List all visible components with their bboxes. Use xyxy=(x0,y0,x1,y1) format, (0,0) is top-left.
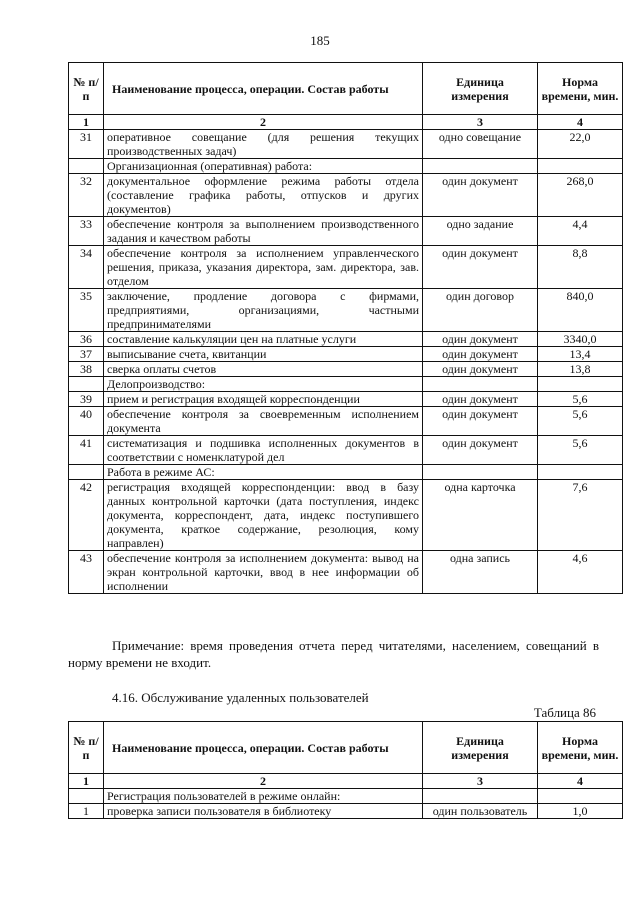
header-norm: Норма времени, мин. xyxy=(538,63,623,115)
table-row xyxy=(69,436,623,465)
empty-cell xyxy=(538,789,623,804)
norm-cell: 7,6 xyxy=(538,480,623,551)
norm-cell: 5,6 xyxy=(538,392,623,407)
col-number: 3 xyxy=(423,774,538,789)
note: Примечание: время проведения отчета перед читателями, населением, совещаний в норму времени не входит. xyxy=(68,638,599,670)
norm-cell: 13,8 xyxy=(538,362,623,377)
row-number: 36 xyxy=(69,332,104,347)
section-title: Работа в режиме АС: xyxy=(104,465,423,480)
row-number: 37 xyxy=(69,347,104,362)
table-label: Таблица 86 xyxy=(533,705,596,720)
col-number: 2 xyxy=(104,774,423,789)
unit-cell: одна карточка xyxy=(423,480,538,551)
table-body xyxy=(69,774,623,819)
unit-cell: одно совещание xyxy=(423,130,538,159)
unit-cell: один документ xyxy=(423,332,538,347)
operation-name: обеспечение контроля за своевременным исполнением документа xyxy=(104,407,423,436)
table-row xyxy=(69,246,623,289)
norm-cell: 1,0 xyxy=(538,804,623,819)
row-number: 38 xyxy=(69,362,104,377)
operation-name: выписывание счета, квитанции xyxy=(104,347,423,362)
empty-cell xyxy=(423,377,538,392)
norm-cell: 840,0 xyxy=(538,289,623,332)
operation-name: документальное оформление режима работы отдела (составление графика работы, отпусков и других документов) xyxy=(104,174,423,217)
section-heading: 4.16. Обслуживание удаленных пользователей xyxy=(112,690,369,705)
col-number: 1 xyxy=(69,774,104,789)
empty-cell xyxy=(423,789,538,804)
empty-cell xyxy=(538,159,623,174)
unit-cell: один договор xyxy=(423,289,538,332)
norm-cell: 8,8 xyxy=(538,246,623,289)
table-row xyxy=(69,804,623,819)
table-row xyxy=(69,347,623,362)
header-num: № п/п xyxy=(69,63,104,115)
table-row xyxy=(69,480,623,551)
operation-name: заключение, продление договора с фирмами, предприятиями, организациями, частными предпринимателями xyxy=(104,289,423,332)
unit-cell: один документ xyxy=(423,347,538,362)
operation-name: оперативное совещание (для решения текущих производственных задач) xyxy=(104,130,423,159)
table-row xyxy=(69,174,623,217)
col-number: 4 xyxy=(538,115,623,130)
row-number: 43 xyxy=(69,551,104,594)
norm-cell: 4,4 xyxy=(538,217,623,246)
empty-cell xyxy=(69,789,104,804)
row-number: 33 xyxy=(69,217,104,246)
operation-name: составление калькуляции цен на платные услуги xyxy=(104,332,423,347)
table-row xyxy=(69,392,623,407)
section-title: Регистрация пользователей в режиме онлайн: xyxy=(104,789,423,804)
empty-cell xyxy=(69,159,104,174)
section-row xyxy=(69,465,623,480)
empty-cell xyxy=(423,465,538,480)
norm-cell: 3340,0 xyxy=(538,332,623,347)
row-number: 34 xyxy=(69,246,104,289)
table-row xyxy=(69,289,623,332)
norm-cell: 5,6 xyxy=(538,436,623,465)
row-number: 40 xyxy=(69,407,104,436)
row-number: 41 xyxy=(69,436,104,465)
section-row xyxy=(69,159,623,174)
header-name: Наименование процесса, операции. Состав работы xyxy=(104,722,423,774)
operation-name: обеспечение контроля за исполнением документа: вывод на экран контрольной карточки, ввод в нее информации об исполнении xyxy=(104,551,423,594)
norms-table-86 xyxy=(68,721,623,819)
col-number: 4 xyxy=(538,774,623,789)
norm-cell: 22,0 xyxy=(538,130,623,159)
norms-table-85 xyxy=(68,62,623,594)
section-row xyxy=(69,789,623,804)
table-row xyxy=(69,407,623,436)
empty-cell xyxy=(538,377,623,392)
norm-cell: 5,6 xyxy=(538,407,623,436)
table-row xyxy=(69,130,623,159)
section-title: Организационная (оперативная) работа: xyxy=(104,159,423,174)
row-number: 1 xyxy=(69,804,104,819)
row-number: 31 xyxy=(69,130,104,159)
table-row xyxy=(69,362,623,377)
table-body xyxy=(69,115,623,594)
unit-cell: один документ xyxy=(423,436,538,465)
unit-cell: один документ xyxy=(423,174,538,217)
unit-cell: один документ xyxy=(423,246,538,289)
norm-cell: 268,0 xyxy=(538,174,623,217)
operation-name: сверка оплаты счетов xyxy=(104,362,423,377)
table-header-row xyxy=(69,722,623,774)
operation-name: обеспечение контроля за исполнением управленческого решения, приказа, указания директора, зам. директора, зав. отделом xyxy=(104,246,423,289)
norm-cell: 4,6 xyxy=(538,551,623,594)
header-norm: Норма времени, мин. xyxy=(538,722,623,774)
table-row xyxy=(69,217,623,246)
norm-cell: 13,4 xyxy=(538,347,623,362)
row-number: 35 xyxy=(69,289,104,332)
section-title: Делопроизводство: xyxy=(104,377,423,392)
table-header-row xyxy=(69,63,623,115)
header-num: № п/п xyxy=(69,722,104,774)
operation-name: систематизация и подшивка исполненных документов в соответствии с номенклатурой дел xyxy=(104,436,423,465)
col-number: 3 xyxy=(423,115,538,130)
header-unit: Единица измерения xyxy=(423,722,538,774)
operation-name: регистрация входящей корреспонденции: ввод в базу данных контрольной карточки (дата поступления, индекс документа, корреспондент, дата, индекс поступившего документа, краткое содержание, резолюция, кому направлен) xyxy=(104,480,423,551)
header-name: Наименование процесса, операции. Состав работы xyxy=(104,63,423,115)
header-unit: Единица измерения xyxy=(423,63,538,115)
col-number: 2 xyxy=(104,115,423,130)
unit-cell: одна запись xyxy=(423,551,538,594)
unit-cell: одно задание xyxy=(423,217,538,246)
empty-cell xyxy=(69,377,104,392)
table-row xyxy=(69,332,623,347)
section-row xyxy=(69,377,623,392)
empty-cell xyxy=(538,465,623,480)
row-number: 32 xyxy=(69,174,104,217)
unit-cell: один пользователь xyxy=(423,804,538,819)
operation-name: прием и регистрация входящей корреспонденции xyxy=(104,392,423,407)
unit-cell: один документ xyxy=(423,362,538,377)
empty-cell xyxy=(69,465,104,480)
column-numbers-row xyxy=(69,115,623,130)
page-number: 185 xyxy=(310,33,330,48)
row-number: 39 xyxy=(69,392,104,407)
unit-cell: один документ xyxy=(423,407,538,436)
table-row xyxy=(69,551,623,594)
row-number: 42 xyxy=(69,480,104,551)
col-number: 1 xyxy=(69,115,104,130)
operation-name: проверка записи пользователя в библиотеку xyxy=(104,804,423,819)
empty-cell xyxy=(423,159,538,174)
operation-name: обеспечение контроля за выполнением производственного задания и качеством работы xyxy=(104,217,423,246)
unit-cell: один документ xyxy=(423,392,538,407)
column-numbers-row xyxy=(69,774,623,789)
